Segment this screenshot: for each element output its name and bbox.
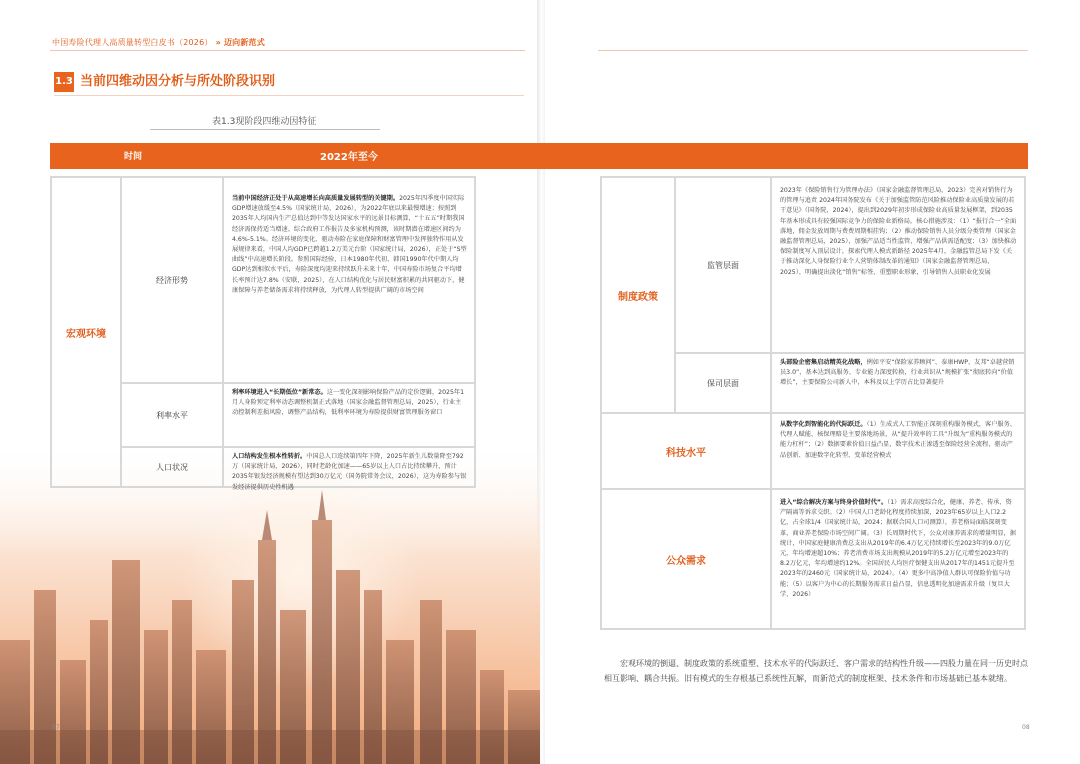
category-label: 宏观环境: [66, 328, 106, 340]
table-caption: 表1.3现阶段四维动因特征: [212, 117, 317, 127]
left-table: [50, 176, 476, 491]
header-rule: [50, 50, 525, 51]
category-label: 公众需求: [666, 555, 706, 567]
category-cell-macro: [51, 177, 121, 487]
page-number-left: 07: [52, 724, 60, 731]
content-cell-insurer: [771, 353, 1025, 413]
content-lead: 当前中国经济正处于从高速增长向高质量发展转型的关键期。: [232, 195, 400, 202]
content-lead: 利率环境进入“长期低位”新常态。: [232, 389, 327, 396]
content-cell-economy: [223, 177, 475, 383]
content-cell-demand: [771, 489, 1025, 629]
content-lead: 头部险企密集启动精英化战略，: [780, 359, 867, 366]
content-text: 例如平安“保险家养顾问”、泰康HWP、友邦“卓越营销员3.0”，基本达到高服务、专业能力深度转换，行业共识从“规模扩张”彻底转向“价值增长”，主要保险公司新人中，本科及以上学历占比显著提升: [780, 359, 1015, 387]
subcategory-label: 经济形势: [156, 275, 188, 285]
content-cell-regulation: [771, 177, 1025, 353]
content-text: 这一变化深刻影响保险产品的定价逻辑，2025年1月人身险预定利率动态调整机制正式落地（国家金融监督管理总局，2025），行业主动控制利差损风险，调整产品结构，低利率环境为寿险提供财富管理服务窗口: [232, 389, 465, 417]
running-header-section: 迈向新范式: [223, 38, 265, 47]
subcategory-cell-population: [121, 447, 223, 487]
caption-divider: [150, 129, 380, 130]
content-text: 中国总人口连续第四年下降，2025年新生儿数量降至792万（国家统计局，2026），同时老龄化加速——65岁以上人口占比持续攀升，预计2035年银发经济规模有望达到30万亿元（国务院常务会议，2026），这为寿险参与银发经济提供历史性机遇: [232, 453, 467, 491]
subcategory-cell-insurer: [675, 353, 771, 413]
table-header-bar: [50, 143, 1028, 169]
header-rule: [598, 50, 1028, 51]
category-label: 科技水平: [666, 447, 706, 459]
content-text: （1）生成式人工智能正深刻重构服务模式，客户服务、代理人赋能、核保理赔是主要落地场景，从“提升效率的工具”升级为“重构服务模式的能力杠杆”；（2）数据要素价值日益凸显，数字技术正渗透至保险经营全流程，驱动产品创新、加速数字化转型、变革经营模式: [780, 421, 1016, 459]
section-title: 当前四维动因分析与所处阶段识别: [80, 74, 276, 89]
right-table: [600, 176, 1026, 630]
category-cell-demand: [601, 489, 771, 629]
conclusion-paragraph: 宏观环境的倒逼、制度政策的系统重塑、技术水平的代际跃迁、客户需求的结构性升级——四股力量在同一历史时点相互影响、耦合共振。旧有模式的生存根基已系统性瓦解，而新范式的制度框架、技术条件和市场基础已基本就绪。: [604, 659, 1028, 683]
content-cell-rate: [223, 383, 475, 447]
subcategory-label: 保司层面: [707, 378, 739, 388]
subcategory-label: 监管层面: [707, 260, 739, 270]
category-cell-tech: [601, 413, 771, 489]
section-number-badge: 1.3: [54, 72, 74, 92]
content-cell-population: [223, 447, 475, 491]
table-header-period: 2022年至今: [320, 152, 378, 163]
subcategory-label: 人口状况: [156, 462, 188, 472]
subcategory-label: 利率水平: [156, 410, 188, 420]
section-divider: [54, 95, 524, 96]
subcategory-cell-rate: [121, 383, 223, 447]
content-lead: 人口结构发生根本性转折。: [232, 453, 307, 460]
content-text: 2023年《保险销售行为管理办法》（国家金融监督管理总局，2023）完善对销售行为的管理与追责 2024年国务院发布《关于加强监管防范风险推动保险业高质量发展的若干意见》（国务院，2024），提出到2029年初步形成保险业高质量发展框架，到2035年基本形成具有较强国际竞争力的保险业新格局。核心措施涉及：（1）“报行合一”全面落地，佣金发放周期与费费周期相挂钩；（2）推动保险销售人员分级分类管理（国家金融监督管理总局，2025），加强产品适当性监管，增强产品供需适配度；（3）加快推动保险制度写入顶层设计，探索代理人模式新路径 2025年4月，金融监管总局下发《关于推动深化人身保险行业个人营销体制改革的通知》（国家金融监督管理总局，2025），明确提出淡化“销售”标签、重塑职业形象，引导销售人员职业化发展: [780, 187, 1017, 276]
content-lead: 进入“综合解决方案与终身价值时代”。: [780, 499, 888, 506]
content-cell-tech: [771, 413, 1025, 489]
page-number-right: 08: [1022, 724, 1030, 731]
content-lead: 从数字化到智能化的代际跃迁。: [780, 421, 867, 428]
running-header: [52, 37, 265, 48]
content-text: （1）需求高度综合化，健康、养老、传承、资产隔离等诉求交织。（2）中国人口老龄化程度持续加深，2023年65岁以上人口2.2亿，占全球1/4（国家统计局，2024；据联合国人口司测算），养老格局面临深刻变革，商业养老保险市场空间广阔。（3）长周期时代下，公众对康养需求的增量明显，据统计，中国家庭健康消费总支出从2019年的6.4万亿元持续增长至2023年的9.0万亿元，年均增速超10%；养老消费市场支出规模从2019年的5.2万亿元增至2023年的8.2万亿元，年均增速约12%。全国居民人均医疗保健支出从2017年的1451元提升至2023年的2460元（国家统计局，2024）。（4）更多中高净值人群认可保险价值与功能；（5）以客户为中心的长期服务需求日益凸显，信息透明化加速需求升级（复旦大学，2026）: [780, 499, 1016, 598]
running-header-separator: »: [215, 38, 221, 47]
content-text: 2025年四季度中国实际GDP增速放缓至4.5%（国家统计局，2026），为2022年底以来最慢增速；按照到2035年人均国内生产总值达到中等发达国家水平的远景目标测算，“十五五”时期我国经济需保持适当增速。综合政府工作报告及多家机构预测，该时期潜在增速区间约为4.6%-5.1%。经济环境的变化、驱动寿险在家庭保障和财富管理中发挥独特作用从发展规律来看，中国人均GDP已跨越1.2万美元台阶（国家统计局，2026），正处于“S型曲线”中高速增长阶段。参照国际经验，日本1980年代初、韩国1990年代中期人均GDP达到相似水平后，寿险深度均迎来持续跃升未来十年，中国寿险市场复合平均增长率预计达7.8%（安联，2025），在人口结构优化与居民财富积累的共同驱动下，健康保障与养老储备需求将持续释放，为代理人转型提供广阔的市场空间: [232, 195, 467, 294]
running-header-title: 中国寿险代理人高质量转型白皮书（2026）: [52, 38, 213, 47]
subcategory-cell-regulation: [675, 177, 771, 353]
subcategory-cell-economy: [121, 177, 223, 383]
category-cell-policy: [601, 177, 675, 413]
category-label: 制度政策: [618, 291, 658, 303]
table-header-time: 时间: [124, 152, 143, 162]
